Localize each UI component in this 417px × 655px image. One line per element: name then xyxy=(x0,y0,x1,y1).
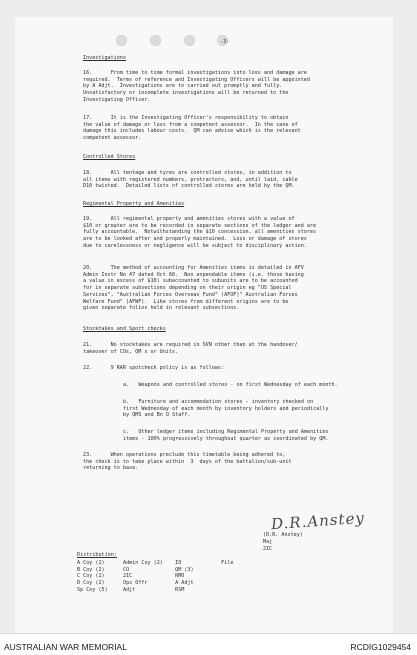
distribution-row: Sp Coy (5) Adjt RSM xyxy=(77,586,185,593)
distribution-row: B Coy (2) CO QM (3) xyxy=(77,566,194,573)
punch-hole xyxy=(184,35,195,46)
archive-footer xyxy=(0,633,417,655)
distribution-list xyxy=(77,560,233,594)
paragraph-21: 21. No stocktakes are required in SVN other than at the handover/ takeover of COs, QM s or Units. xyxy=(83,342,298,355)
heading-investigations: Investigations xyxy=(83,55,126,61)
paragraph-23: 23. When operations preclude this timetable being adhered to, the check is to take place within 3 days of the battalion/sub-unit returning to base. xyxy=(83,452,292,472)
punch-holes xyxy=(116,35,226,47)
punch-hole xyxy=(150,35,161,46)
signatory-appointment: 2IC xyxy=(263,546,273,552)
distribution-row: D Coy (2) Ops Offr A Adjt xyxy=(77,580,194,587)
paragraph-22b: b. Furniture and accommodation stores - inventory checked on first Wednesday of each month by inventory holders and periodically by QMS and Bn Q Staff. xyxy=(123,399,329,419)
paragraph-22: 22. 9 RAR spotcheck policy is as follows: xyxy=(83,365,225,371)
paragraph-19: 19. All regimental property and amenities stores with a value of $10 or greater are to be recorded in separate sections of the ledger and are fully accountable. Notwithstanding the $10 concession, all amenities stores are to be looked after and properly maintained. Loss or damage of stores due to carelessness or negligence will be subject to disciplinary action. xyxy=(83,216,317,249)
page-number: -3- xyxy=(220,39,230,45)
paragraph-17: 17. It is the Investigating Officer's responsibility to obtain the value of damage or loss from a competent assessor. In the case of damage this includes labour costs. QM can advise which is the relevant competent assessor. xyxy=(83,115,301,142)
distribution-row: A Coy (2) Admin Coy (2) IO File xyxy=(77,560,234,566)
paragraph-22c: c. Other ledger items including Regimental Property and Amenities items - 100% progressively throughout quarter as coordinated by QM. xyxy=(123,429,329,442)
paragraph-16: 16. From time to time formal investigations into loss and damage are required. Terms of reference and Investigating Officers will be appointed by A Adjt. Investigations are to carried out promptly and fully. Unsatisfactory or incomplete investigations will be returned to the Investigating Officer. xyxy=(83,70,310,103)
document-page xyxy=(15,17,393,633)
heading-regimental-property: Regimental Property and Amenities xyxy=(83,201,185,207)
archive-name: AUSTRALIAN WAR MEMORIAL xyxy=(4,642,127,652)
distribution-row: C Coy (2) 2IC RMO xyxy=(77,573,185,580)
paragraph-20: 20. The method of accounting for Amenities items is detailed in AFV Admin Instr No 47 dated Oct 68. Non expendable items (i.e. those having a value in excess of $10) subaccounted to subunits are to be accounted for in separate subsections depending on their origin eg "US Special Services", "Australian Forces Overseas Fund" (AFOF)" Australian Forces Welfare Fund" (AFWF). Like stores from different origins are to be given separate folios held in relevant subsections. xyxy=(83,265,304,312)
heading-stocktakes: Stocktakes and Sport checks xyxy=(83,326,166,332)
handwritten-signature: D.R.Anstey xyxy=(270,508,366,534)
paragraph-18: 18. All tentage and tyres are controlled stores, in addition to all items with registered numbers, protractors, and, until laid, cable D10 twisted. Detailed lists of controlled stores are held by the QM. xyxy=(83,170,298,190)
distribution-heading: Distribution: xyxy=(77,552,117,558)
heading-controlled-stores: Controlled Stores xyxy=(83,154,136,160)
signatory-name: (D.R. Anstey) xyxy=(263,532,303,538)
punch-hole xyxy=(116,35,127,46)
record-id: RCDIG1029454 xyxy=(350,642,411,652)
signatory-rank: Maj xyxy=(263,539,273,545)
paragraph-22a: a. Weapons and controlled stores - on first Wednesday of each month. xyxy=(123,382,338,388)
